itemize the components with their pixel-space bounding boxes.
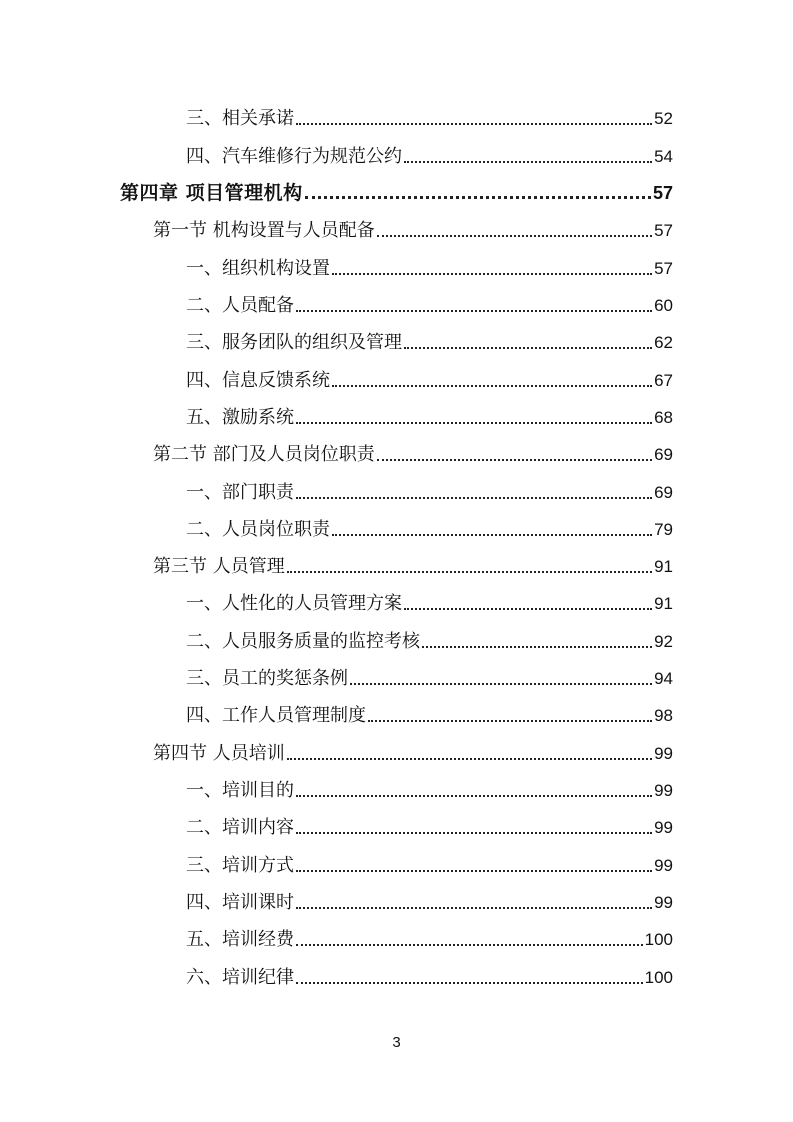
toc-entry-page: 62 bbox=[654, 333, 673, 352]
toc-entry-page: 99 bbox=[654, 781, 673, 800]
dot-leader bbox=[404, 160, 652, 163]
toc-entry-label: 一、培训目的 bbox=[186, 780, 294, 801]
toc-section-entry[interactable] bbox=[153, 442, 673, 468]
dot-leader bbox=[368, 719, 652, 722]
toc-entry-label: 五、激励系统 bbox=[186, 407, 294, 428]
toc-entry-label: 三、相关承诺 bbox=[186, 108, 294, 129]
toc-entry-page: 99 bbox=[654, 856, 673, 875]
toc-entry[interactable] bbox=[186, 703, 673, 729]
dot-leader bbox=[296, 943, 643, 946]
toc-entry[interactable] bbox=[186, 144, 673, 170]
toc-entry-label: 一、人性化的人员管理方案 bbox=[186, 593, 402, 614]
dot-leader bbox=[287, 570, 652, 573]
toc-entry-label: 三、服务团队的组织及管理 bbox=[186, 332, 402, 353]
toc-entry-page: 69 bbox=[654, 445, 673, 464]
dot-leader bbox=[422, 645, 652, 648]
dot-leader bbox=[296, 869, 652, 872]
page-number: 3 bbox=[392, 1034, 401, 1051]
toc-entry-label: 第四章 项目管理机构 bbox=[120, 182, 303, 204]
toc-entry-page: 94 bbox=[654, 669, 673, 688]
toc-entry-label: 一、部门职责 bbox=[186, 482, 294, 503]
toc-entry-label: 三、员工的奖惩条例 bbox=[186, 668, 348, 689]
toc-entry-page: 92 bbox=[654, 632, 673, 651]
toc-entry-label: 四、工作人员管理制度 bbox=[186, 705, 366, 726]
toc-section-entry[interactable] bbox=[153, 741, 673, 767]
dot-leader bbox=[296, 831, 652, 834]
dot-leader bbox=[404, 607, 652, 610]
toc-entry-page: 69 bbox=[654, 483, 673, 502]
toc-entry[interactable] bbox=[186, 405, 673, 431]
toc-entry[interactable] bbox=[186, 480, 673, 506]
dot-leader bbox=[404, 346, 652, 349]
toc-entry-label: 二、人员岗位职责 bbox=[186, 519, 330, 540]
dot-leader bbox=[332, 272, 652, 275]
toc-entry-label: 第三节 人员管理 bbox=[153, 556, 285, 577]
toc-entry-page: 99 bbox=[654, 818, 673, 837]
dot-leader bbox=[350, 682, 652, 685]
toc-entry[interactable] bbox=[186, 965, 673, 991]
toc-entry-page: 54 bbox=[654, 147, 673, 166]
dot-leader bbox=[296, 794, 652, 797]
toc-entry-page: 57 bbox=[652, 183, 673, 203]
toc-entry[interactable] bbox=[186, 591, 673, 617]
toc-entry[interactable] bbox=[186, 330, 673, 356]
toc-entry[interactable] bbox=[186, 256, 673, 282]
toc-chapter-entry[interactable] bbox=[120, 180, 673, 206]
toc-entry-page: 68 bbox=[654, 408, 673, 427]
toc-entry[interactable] bbox=[186, 778, 673, 804]
toc-entry-page: 52 bbox=[654, 109, 673, 128]
dot-leader bbox=[296, 906, 652, 909]
toc-entry-page: 98 bbox=[654, 706, 673, 725]
toc-entry-page: 67 bbox=[654, 371, 673, 390]
toc-entry[interactable] bbox=[186, 815, 673, 841]
dot-leader bbox=[296, 496, 652, 499]
toc-entry-label: 第一节 机构设置与人员配备 bbox=[153, 220, 375, 241]
dot-leader bbox=[296, 309, 652, 312]
toc-entry-page: 91 bbox=[654, 594, 673, 613]
dot-leader bbox=[377, 458, 652, 461]
toc-entry-label: 四、培训课时 bbox=[186, 892, 294, 913]
dot-leader bbox=[296, 981, 643, 984]
toc-entry-label: 二、人员服务质量的监控考核 bbox=[186, 631, 420, 652]
toc-entry[interactable] bbox=[186, 368, 673, 394]
toc-entry[interactable] bbox=[186, 666, 673, 692]
toc-entry-page: 60 bbox=[654, 296, 673, 315]
toc-entry-page: 57 bbox=[654, 259, 673, 278]
toc-entry[interactable] bbox=[186, 106, 673, 132]
toc-entry[interactable] bbox=[186, 629, 673, 655]
dot-leader bbox=[305, 195, 651, 199]
toc-entry-page: 99 bbox=[654, 893, 673, 912]
toc-entry-page: 100 bbox=[644, 930, 673, 949]
toc-entry[interactable] bbox=[186, 890, 673, 916]
toc-entry-label: 第四节 人员培训 bbox=[153, 743, 285, 764]
toc-entry-page: 79 bbox=[654, 520, 673, 539]
dot-leader bbox=[296, 421, 652, 424]
toc-entry[interactable] bbox=[186, 927, 673, 953]
toc-section-entry[interactable] bbox=[153, 218, 673, 244]
dot-leader bbox=[287, 757, 652, 760]
toc-entry-label: 四、汽车维修行为规范公约 bbox=[186, 146, 402, 167]
toc-entry-label: 六、培训纪律 bbox=[186, 967, 294, 988]
dot-leader bbox=[332, 384, 652, 387]
toc-section-entry[interactable] bbox=[153, 554, 673, 580]
toc-entry-label: 第二节 部门及人员岗位职责 bbox=[153, 444, 375, 465]
toc-entry[interactable] bbox=[186, 293, 673, 319]
toc-entry[interactable] bbox=[186, 853, 673, 879]
toc-entry-page: 99 bbox=[654, 744, 673, 763]
dot-leader bbox=[332, 533, 652, 536]
toc-entry-page: 100 bbox=[644, 968, 673, 987]
toc-entry-label: 四、信息反馈系统 bbox=[186, 370, 330, 391]
toc-entry[interactable] bbox=[186, 517, 673, 543]
dot-leader bbox=[377, 234, 652, 237]
toc-entry-page: 57 bbox=[654, 221, 673, 240]
toc-entry-label: 一、组织机构设置 bbox=[186, 258, 330, 279]
toc-entry-label: 三、培训方式 bbox=[186, 855, 294, 876]
toc-entry-page: 91 bbox=[654, 557, 673, 576]
toc-entry-label: 五、培训经费 bbox=[186, 929, 294, 950]
dot-leader bbox=[296, 122, 652, 125]
toc-entry-label: 二、培训内容 bbox=[186, 817, 294, 838]
toc-entry-label: 二、人员配备 bbox=[186, 295, 294, 316]
